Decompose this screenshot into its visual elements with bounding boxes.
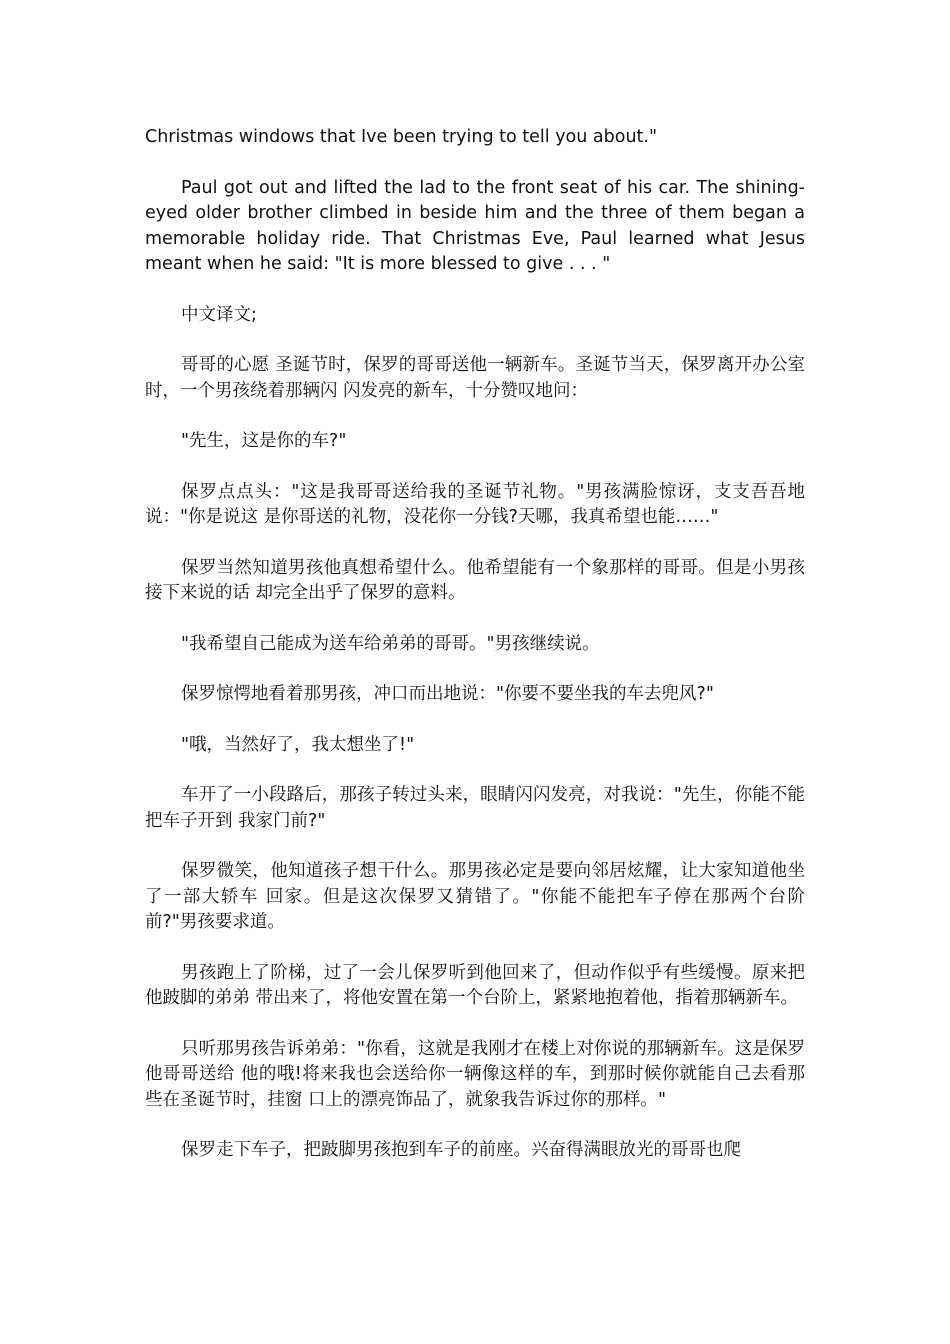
paragraph-8: 保罗惊愕地看着那男孩，冲口而出地说："你要不要坐我的车去兜风?" bbox=[181, 684, 714, 704]
paragraph-2: Paul got out and lifted the lad to the front seat of his car. The shining-eyed older brother climbed in beside him and the three of them began a memorable holiday ride. That Christmas Eve, Paul learned what Jesus meant when he said: "It is more blessed to give . . . " bbox=[145, 177, 805, 274]
paragraph-11: 保罗微笑，他知道孩子想干什么。那男孩必定是要向邻居炫耀，让大家知道他坐了一部大轿车 回家。但是这次保罗又猜错了。"你能不能把车子停在那两个台阶前?"男孩要求道。 bbox=[145, 861, 805, 932]
paragraph-4: "先生，这是你的车?" bbox=[181, 431, 347, 451]
paragraph-10: 车开了一小段路后，那孩子转过头来，眼睛闪闪发亮，对我说："先生，你能不能把车子开到 我家门前?" bbox=[145, 785, 805, 831]
paragraph-12: 男孩跑上了阶梯，过了一会儿保罗听到他回来了，但动作似乎有些缓慢。原来把他跛脚的弟弟 带出来了，将他安置在第一个台阶上，紧紧地抱着他，指着那辆新车。 bbox=[145, 962, 805, 1008]
paragraph-6: 保罗当然知道男孩他真想希望什么。他希望能有一个象那样的哥哥。但是小男孩接下来说的话 却完全出乎了保罗的意料。 bbox=[145, 557, 805, 603]
paragraph-13: 只听那男孩告诉弟弟："你看，这就是我刚才在楼上对你说的那辆新车。这是保罗他哥哥送给 他的哦!将来我也会送给你一辆像这样的车，到那时候你就能自己去看那些在圣诞节时，挂窗 口上的漂亮饰品了，就象我告诉过你的那样。" bbox=[145, 1038, 805, 1110]
paragraph-7: "我希望自己能成为送车给弟弟的哥哥。"男孩继续说。 bbox=[181, 633, 600, 654]
paragraph-14: 保罗走下车子，把跛脚男孩抱到车子的前座。兴奋得满眼放光的哥哥也爬 bbox=[181, 1140, 741, 1160]
paragraph-3: 哥哥的心愿 圣诞节时，保罗的哥哥送他一辆新车。圣诞节当天，保罗离开办公室时，一个男孩绕着那辆闪 闪发亮的新车，十分赞叹地问： bbox=[145, 355, 805, 401]
document-page bbox=[145, 125, 805, 1189]
section-heading-translation: 中文译文; bbox=[181, 304, 257, 325]
paragraph-9: "哦，当然好了，我太想坐了!" bbox=[181, 734, 415, 755]
paragraph-1: Christmas windows that Ive been trying to tell you about." bbox=[145, 127, 658, 147]
paragraph-5: 保罗点点头："这是我哥哥送给我的圣诞节礼物。"男孩满脸惊讶，支支吾吾地说："你是说这 是你哥送的礼物，没花你一分钱?天哪，我真希望也能……" bbox=[145, 481, 805, 527]
